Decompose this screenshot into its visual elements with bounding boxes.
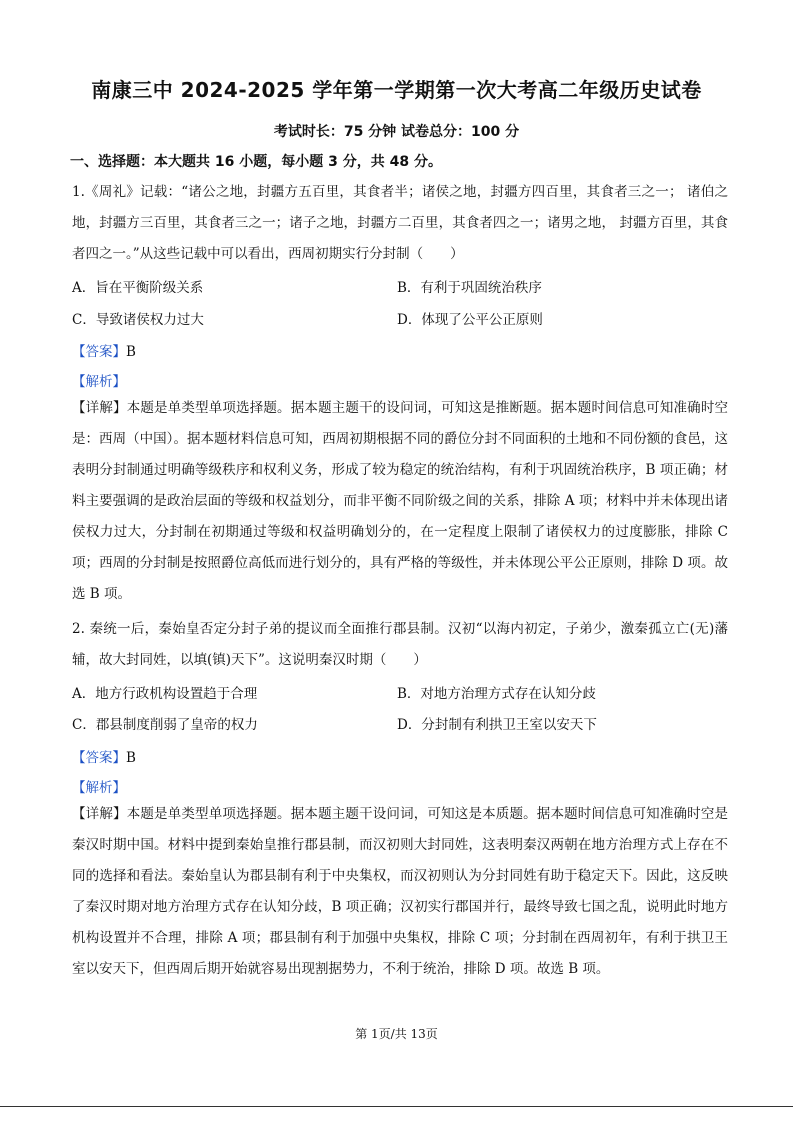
q2-option-b: B．对地方治理方式存在认知分歧 (397, 686, 596, 702)
detail-tag: 【详解】 (72, 400, 127, 416)
q2-option-c: C．郡县制度削弱了皇帝的权力 (72, 717, 258, 733)
q1-option-d: D．体现了公平公正原则 (397, 312, 543, 328)
answer-value: B (126, 750, 136, 766)
analysis-tag: 【解析】 (72, 374, 126, 390)
section-heading: 一、选择题：本大题共 16 小题，每小题 3 分，共 48 分。 (70, 154, 442, 170)
q1-answer (72, 340, 136, 360)
exam-subtitle: 考试时长：75 分钟 试卷总分：100 分 (273, 124, 520, 140)
q1-option-a: A．旨在平衡阶级关系 (72, 280, 204, 296)
analysis-tag: 【解析】 (72, 780, 126, 796)
q2-answer (72, 746, 136, 766)
answer-tag: 【答案】 (72, 344, 126, 360)
page-footer: 第 1页/共 13页 (355, 1027, 438, 1041)
answer-tag: 【答案】 (72, 750, 126, 766)
q2-option-a: A．地方行政机构设置趋于合理 (72, 686, 258, 702)
detail-tag: 【详解】 (72, 806, 127, 822)
detail-text: 本题是单类型单项选择题。据本题主题干设问词，可知这是本质题。据本题时间信息可知准确时空是秦汉时期中国。材料中提到秦始皇推行郡县制，而汉初则大封同姓，这表明秦汉两朝在地方治理方式上存在不同的选择和看法。秦始皇认为郡县制有利于中央集权，而汉初则认为分封同姓有助于稳定天下。因此，这反映了秦汉时期对地方治理方式存在认知分歧，B 项正确；汉初实行郡国并行，最终导致七国之乱，说明此时地方机构设置并不合理，排除 A 项；郡县制有利于加强中央集权，排除 C 项；分封制在西周初年，有利于拱卫王室以安天下，但西周后期开始就容易出现割据势力，不利于统治，排除 D 项。故选 B 项。 (72, 806, 729, 977)
q2-detail (72, 799, 728, 985)
q2-analysis-tag (72, 776, 126, 796)
answer-value: B (126, 344, 136, 360)
q1-detail (72, 393, 728, 610)
q1-option-c: C．导致诸侯权力过大 (72, 312, 204, 328)
exam-title: 南康三中 2024-2025 学年第一学期第一次大考高二年级历史试卷 (91, 78, 702, 102)
question-2-stem: 2. 秦统一后，秦始皇否定分封子弟的提议而全面推行郡县制。汉初“以海内初定，子弟少，激秦孤立亡(无)藩辅，故大封同姓，以填(镇)天下”。这说明秦汉时期（ ） (72, 621, 728, 668)
q1-option-b: B．有利于巩固统治秩序 (397, 280, 542, 296)
question-1-stem: 1.《周礼》记载：“诸公之地，封疆方五百里，其食者半；诸侯之地，封疆方四百里，其食者三之一； 诸伯之地，封疆方三百里，其食者三之一；诸子之地，封疆方二百里，其食者四之一；诸男之地， 封疆方百里，其食者四之一。”从这些记载中可以看出，西周初期实行分封制（ ） (72, 184, 728, 262)
detail-text: 本题是单类型单项选择题。据本题主题干的设问词，可知这是推断题。据本题时间信息可知准确时空是：西周（中国）。据本题材料信息可知，西周初期根据不同的爵位分封不同面积的土地和不同份额的食邑，这表明分封制通过明确等级秩序和权利义务，形成了较为稳定的统治结构，有利于巩固统治秩序，B 项正确；材料主要强调的是政治层面的等级和权益划分，而非平衡不同阶级之间的关系，排除 A 项；材料中并未体现出诸侯权力过大，分封制在初期通过等级和权益明确划分的，在一定程度上限制了诸侯权力的过度膨胀，排除 C 项；西周的分封制是按照爵位高低而进行划分的，具有严格的等级性，并未体现公平公正原则，排除 D 项。故选 B 项。 (72, 400, 729, 602)
q1-analysis-tag (72, 370, 126, 390)
page-divider (0, 1106, 793, 1107)
q2-option-d: D．分封制有利拱卫王室以安天下 (397, 717, 597, 733)
